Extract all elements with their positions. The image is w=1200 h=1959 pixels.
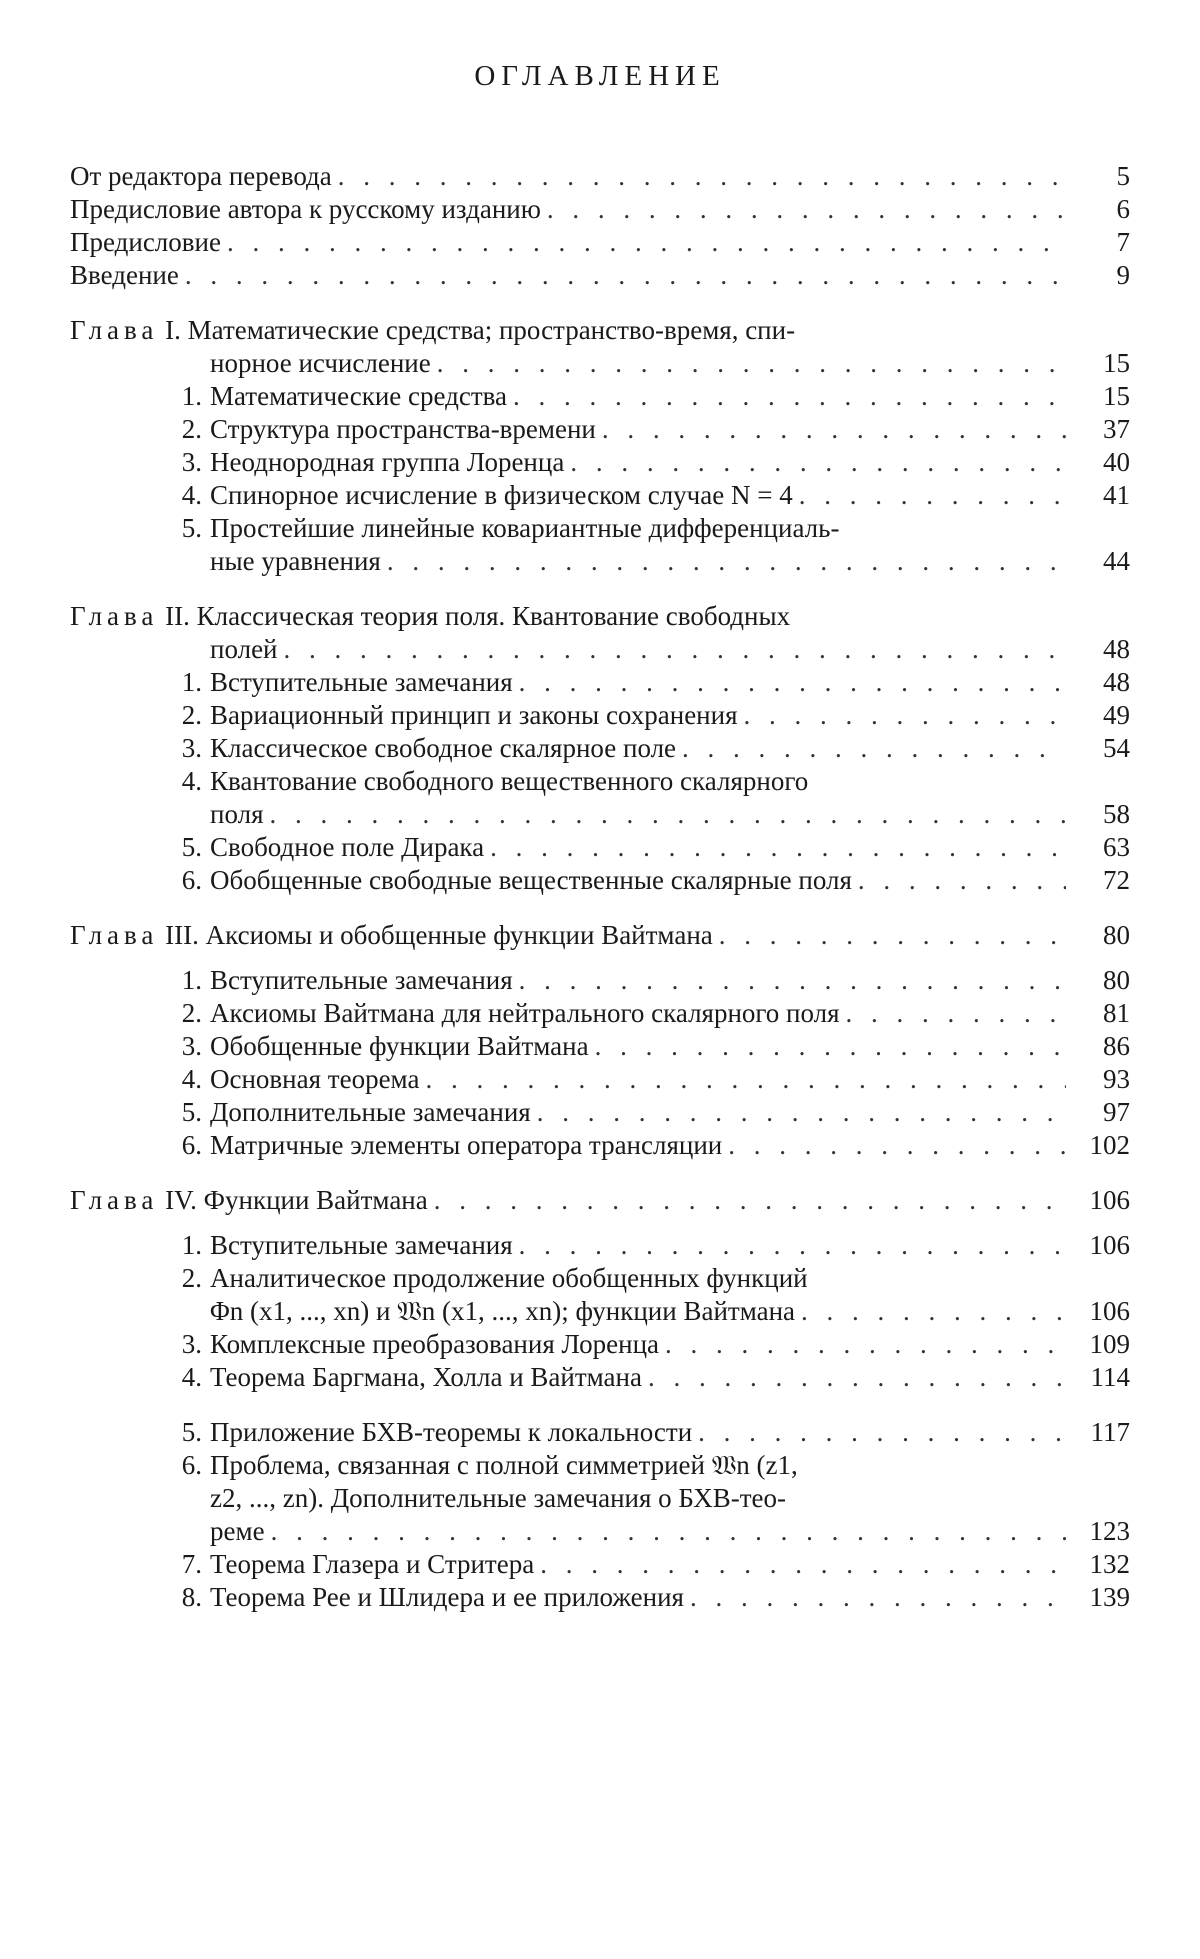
toc-entry-cont[interactable] bbox=[70, 545, 1130, 578]
section-number: 2. bbox=[181, 700, 202, 730]
toc-entry[interactable] bbox=[70, 1416, 1130, 1449]
toc-entry[interactable] bbox=[70, 1129, 1130, 1162]
toc-page-number: 49 bbox=[1103, 700, 1130, 730]
section-number: 3. bbox=[181, 1031, 202, 1061]
toc-page-number: 106 bbox=[1089, 1296, 1130, 1326]
toc-entry[interactable] bbox=[70, 831, 1130, 864]
toc-page-number: 102 bbox=[1089, 1130, 1130, 1160]
chapter-title-line: норное исчисление bbox=[210, 348, 431, 378]
toc-entry[interactable] bbox=[70, 864, 1130, 897]
section-number: 1. bbox=[181, 381, 202, 411]
toc-label: Теорема Баргмана, Холла и Вайтмана bbox=[210, 1362, 642, 1392]
toc-entry[interactable] bbox=[70, 512, 1130, 545]
section-number: 1. bbox=[181, 1230, 202, 1260]
toc-page-number: 114 bbox=[1090, 1362, 1130, 1392]
toc-page-number: 54 bbox=[1103, 733, 1130, 763]
toc-entry[interactable] bbox=[70, 1548, 1130, 1581]
toc-label: реме bbox=[210, 1516, 265, 1546]
toc-page-number: 106 bbox=[1089, 1230, 1130, 1260]
toc-label: Приложение БХВ-теоремы к локальности bbox=[210, 1417, 693, 1447]
toc-entry[interactable] bbox=[70, 699, 1130, 732]
toc-label: Вступительные замечания bbox=[210, 965, 513, 995]
toc-page-number: 7 bbox=[1116, 227, 1130, 257]
toc-label: Математические средства bbox=[210, 381, 508, 411]
toc-entry-cont[interactable] bbox=[70, 1482, 1130, 1515]
toc-label: Аксиомы Вайтмана для нейтрального скалярного поля bbox=[210, 998, 840, 1028]
toc-page-number: 5 bbox=[1116, 161, 1130, 191]
toc-label: z2, ..., zn). Дополнительные замечания о БХВ-тео- bbox=[210, 1483, 787, 1513]
chapter-1-heading[interactable] bbox=[70, 314, 1130, 347]
section-number: 4. bbox=[181, 1064, 202, 1094]
chapter-word: Глава bbox=[70, 315, 159, 345]
toc-label: Спинорное исчисление в физическом случае N = 4 bbox=[210, 480, 793, 510]
toc-entry[interactable] bbox=[70, 732, 1130, 765]
toc-page-number: 106 bbox=[1089, 1185, 1130, 1215]
toc-entry[interactable] bbox=[70, 479, 1130, 512]
toc-label: Аналитическое продолжение обобщенных функций bbox=[210, 1263, 808, 1293]
page-title: ОГЛАВЛЕНИЕ bbox=[474, 60, 726, 92]
toc-label: Вариационный принцип и законы сохранения bbox=[210, 700, 738, 730]
toc-entry[interactable] bbox=[70, 997, 1130, 1030]
toc-page-number: 117 bbox=[1090, 1417, 1130, 1447]
toc-entry-introduction[interactable] bbox=[70, 259, 1130, 292]
toc-page-number: 132 bbox=[1089, 1549, 1130, 1579]
toc-label: Предисловие bbox=[70, 227, 221, 257]
toc-page-number: 6 bbox=[1116, 194, 1130, 224]
toc-label: Теорема Рее и Шлидера и ее приложения bbox=[210, 1582, 684, 1612]
section-number: 3. bbox=[181, 1329, 202, 1359]
toc-page-number: 72 bbox=[1103, 865, 1130, 895]
toc-page-number: 44 bbox=[1103, 546, 1130, 576]
toc-label: Матричные элементы оператора трансляции bbox=[210, 1130, 723, 1160]
chapter-4-heading[interactable] bbox=[70, 1184, 1130, 1217]
toc-entry[interactable] bbox=[70, 413, 1130, 446]
toc-label: Введение bbox=[70, 260, 179, 290]
toc-page-number: 58 bbox=[1103, 799, 1130, 829]
toc-label: Структура пространства-времени bbox=[210, 414, 596, 444]
toc-entry[interactable] bbox=[70, 446, 1130, 479]
toc-label: Обобщенные функции Вайтмана bbox=[210, 1031, 589, 1061]
toc-page-number: 93 bbox=[1103, 1064, 1130, 1094]
toc-entry[interactable] bbox=[70, 1063, 1130, 1096]
section-number: 4. bbox=[181, 766, 202, 796]
toc-label: Теорема Глазера и Стритера bbox=[210, 1549, 535, 1579]
chapter-word: Глава bbox=[70, 601, 159, 631]
toc-label: Классическое свободное скалярное поле bbox=[210, 733, 677, 763]
toc-page-number: 37 bbox=[1103, 414, 1130, 444]
chapter-title-line: I. Математические средства; пространство-время, спи- bbox=[165, 315, 796, 345]
chapter-word: Глава bbox=[70, 920, 159, 950]
toc-label: От редактора перевода bbox=[70, 161, 332, 191]
chapter-2-heading-cont[interactable] bbox=[70, 633, 1130, 666]
section-number: 2. bbox=[181, 1263, 202, 1293]
section-number: 6. bbox=[181, 1450, 202, 1480]
toc-label: Дополнительные замечания bbox=[210, 1097, 531, 1127]
toc-label: Обобщенные свободные вещественные скалярные поля bbox=[210, 865, 852, 895]
toc-label: Неоднородная группа Лоренца bbox=[210, 447, 565, 477]
toc-page-number: 139 bbox=[1089, 1582, 1130, 1612]
toc-page-number: 97 bbox=[1103, 1097, 1130, 1127]
chapter-3-heading[interactable] bbox=[70, 919, 1130, 952]
toc-entry[interactable] bbox=[70, 1449, 1130, 1482]
toc-entry[interactable] bbox=[70, 1096, 1130, 1129]
toc-entry[interactable] bbox=[70, 1581, 1130, 1614]
section-number: 1. bbox=[181, 965, 202, 995]
section-number: 5. bbox=[181, 513, 202, 543]
toc-page-number: 80 bbox=[1103, 965, 1130, 995]
chapter-title-line: II. Классическая теория поля. Квантование свободных bbox=[165, 601, 791, 631]
toc-page-number: 81 bbox=[1103, 998, 1130, 1028]
section-number: 6. bbox=[181, 865, 202, 895]
toc-page-number: 40 bbox=[1103, 447, 1130, 477]
toc-entry-cont[interactable] bbox=[70, 1515, 1130, 1548]
toc-label: Квантование свободного вещественного скалярного bbox=[210, 766, 809, 796]
toc-label: Предисловие автора к русскому изданию bbox=[70, 194, 541, 224]
toc-entry[interactable] bbox=[70, 765, 1130, 798]
toc-entry[interactable] bbox=[70, 964, 1130, 997]
toc-page-number: 48 bbox=[1103, 667, 1130, 697]
section-number: 7. bbox=[181, 1549, 202, 1579]
toc-label: поля bbox=[210, 799, 264, 829]
toc-label: Вступительные замечания bbox=[210, 667, 513, 697]
chapter-word: Глава bbox=[70, 1185, 159, 1215]
section-number: 4. bbox=[181, 480, 202, 510]
section-number: 5. bbox=[181, 832, 202, 862]
section-number: 5. bbox=[181, 1417, 202, 1447]
toc-entry[interactable] bbox=[70, 1361, 1130, 1394]
section-number: 3. bbox=[181, 447, 202, 477]
chapter-title-line: IV. Функции Вайтмана bbox=[165, 1185, 428, 1215]
toc-entry-author-preface[interactable] bbox=[70, 193, 1130, 226]
toc-entry[interactable] bbox=[70, 1030, 1130, 1063]
section-number: 6. bbox=[181, 1130, 202, 1160]
section-number: 3. bbox=[181, 733, 202, 763]
toc-label: Комплексные преобразования Лоренца bbox=[210, 1329, 660, 1359]
toc-page-number: 15 bbox=[1103, 381, 1130, 411]
toc-label: ные уравнения bbox=[210, 546, 381, 576]
section-number: 5. bbox=[181, 1097, 202, 1127]
toc-entry[interactable] bbox=[70, 380, 1130, 413]
toc-page-number: 86 bbox=[1103, 1031, 1130, 1061]
toc-label: Простейшие линейные ковариантные дифференциаль- bbox=[210, 513, 840, 543]
toc-label: Вступительные замечания bbox=[210, 1230, 513, 1260]
toc-page-number: 109 bbox=[1089, 1329, 1130, 1359]
section-number: 8. bbox=[181, 1582, 202, 1612]
toc-label: Свободное поле Дирака bbox=[210, 832, 485, 862]
toc-entry[interactable] bbox=[70, 666, 1130, 699]
toc-page-number: 48 bbox=[1103, 634, 1130, 664]
section-number: 2. bbox=[181, 414, 202, 444]
toc-page-number: 41 bbox=[1103, 480, 1130, 510]
section-number: 4. bbox=[181, 1362, 202, 1392]
table-of-contents bbox=[70, 160, 1130, 1614]
toc-page-number: 123 bbox=[1089, 1516, 1130, 1546]
toc-entry-editor[interactable] bbox=[70, 160, 1130, 193]
toc-label: Основная теорема bbox=[210, 1064, 420, 1094]
chapter-title-line: полей bbox=[210, 634, 278, 664]
chapter-1-heading-cont[interactable] bbox=[70, 347, 1130, 380]
toc-entry[interactable] bbox=[70, 1229, 1130, 1262]
toc-label: Φn (x1, ..., xn) и 𝔚n (x1, ..., xn); функции Вайтмана bbox=[210, 1296, 796, 1326]
toc-entry-cont[interactable] bbox=[70, 1295, 1130, 1328]
chapter-title-line: III. Аксиомы и обобщенные функции Вайтмана bbox=[165, 920, 713, 950]
section-number: 2. bbox=[181, 998, 202, 1028]
toc-label: Проблема, связанная с полной симметрией 𝔚n (z1, bbox=[210, 1450, 798, 1480]
toc-entry-preface[interactable] bbox=[70, 226, 1130, 259]
toc-page-number: 80 bbox=[1103, 920, 1130, 950]
toc-entry[interactable] bbox=[70, 1328, 1130, 1361]
toc-entry-cont[interactable] bbox=[70, 798, 1130, 831]
toc-entry[interactable] bbox=[70, 1262, 1130, 1295]
toc-page-number: 9 bbox=[1116, 260, 1130, 290]
section-number: 1. bbox=[181, 667, 202, 697]
toc-page-number: 15 bbox=[1103, 348, 1130, 378]
chapter-2-heading[interactable] bbox=[70, 600, 1130, 633]
toc-page-number: 63 bbox=[1103, 832, 1130, 862]
